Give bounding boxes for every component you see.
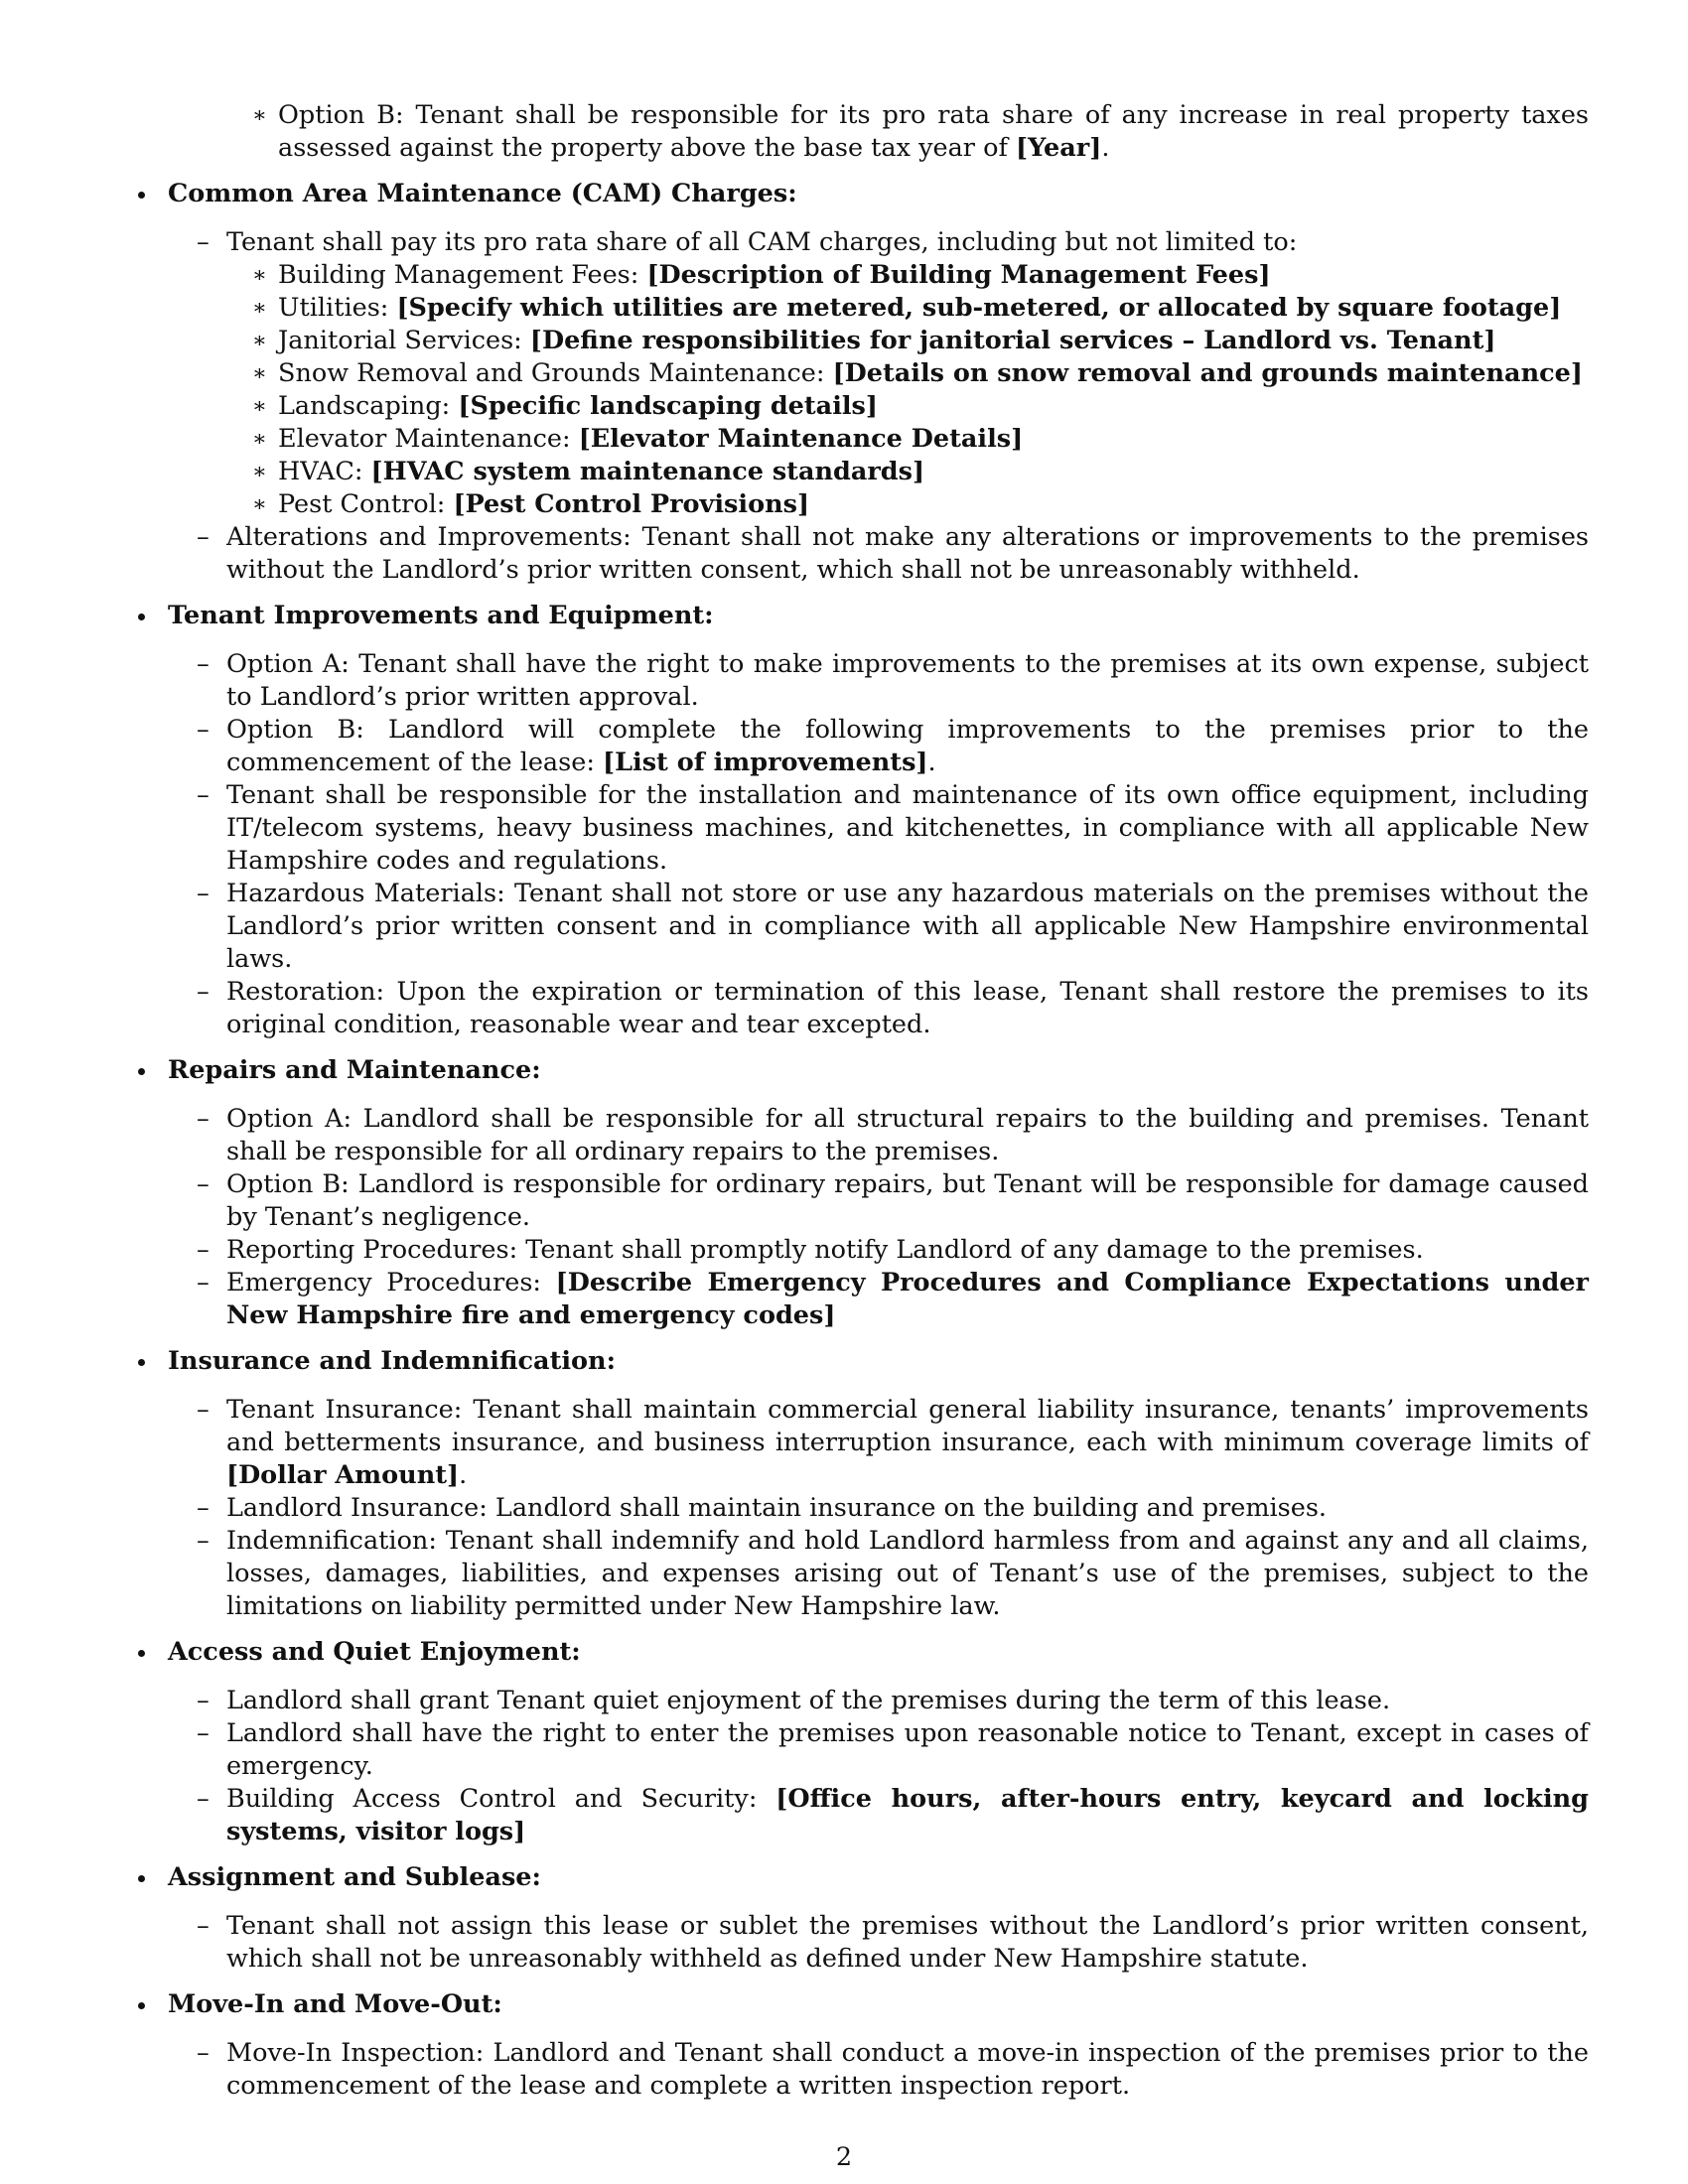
dash-icon: –	[197, 1268, 210, 1297]
section-repairs-maintenance	[168, 1054, 1589, 1332]
bullet-icon	[138, 1875, 145, 1882]
section-assignment-sublease	[168, 1861, 1589, 1976]
sub-sub-item: ∗ Option B: Tenant shall be responsible for its pro rata share of any increase in real property taxes assessed against the property above the base tax year of [Year].	[252, 100, 1589, 163]
dash-icon: –	[197, 649, 210, 679]
dash-icon: –	[197, 1686, 210, 1715]
section-tenant-improvements	[168, 600, 1589, 1041]
asterisk-icon: ∗	[252, 329, 267, 353]
dash-icon: –	[197, 1911, 210, 1941]
dash-icon: –	[197, 227, 210, 257]
dash-icon: –	[197, 879, 210, 908]
sub-item: – Tenant Insurance: Tenant shall maintain commercial general liability insurance, tenants’ improvements and betterments insurance, and business interruption insurance, each with minimum coverage limits of [Dollar Amount].	[197, 1395, 1589, 1490]
bullet-icon	[138, 2002, 145, 2009]
bullet-icon	[138, 1359, 145, 1366]
asterisk-icon: ∗	[252, 427, 267, 452]
sub-item: – Hazardous Materials: Tenant shall not store or use any hazardous materials on the premises without the Landlord’s prior written consent and in compliance with all applicable New Hampshire environmental laws.	[197, 879, 1589, 974]
asterisk-icon: ∗	[252, 103, 267, 128]
asterisk-icon: ∗	[252, 263, 267, 288]
sub-item: – Option B: Landlord is responsible for ordinary repairs, but Tenant will be responsible for damage caused by Tenant’s negligence.	[197, 1169, 1589, 1232]
sub-item: – Tenant shall be responsible for the installation and maintenance of its own office equipment, including IT/telecom systems, heavy business machines, and kitchenettes, in compliance with all applicable New Hampshire codes and regulations.	[197, 780, 1589, 876]
page-number: 2	[835, 2142, 853, 2172]
sub-item: – Indemnification: Tenant shall indemnify and hold Landlord harmless from and against any and all claims, losses, damages, liabilities, and expenses arising out of Tenant’s use of the premises, subject to the limitations on liability permitted under New Hampshire law.	[197, 1526, 1589, 1621]
sub-item: – Option A: Landlord shall be responsible for all structural repairs to the building and premises. Tenant shall be responsible for all ordinary repairs to the premises.	[197, 1104, 1589, 1166]
bullet-icon	[138, 614, 145, 620]
list-item: ∗ Landscaping: [Specific landscaping details]	[252, 391, 878, 421]
dash-icon: –	[197, 1169, 210, 1199]
asterisk-icon: ∗	[252, 492, 267, 517]
sub-item: – Reporting Procedures: Tenant shall promptly notify Landlord of any damage to the premises.	[197, 1235, 1424, 1265]
list-item: ∗ Snow Removal and Grounds Maintenance: [Details on snow removal and grounds maintenance]	[252, 358, 1583, 388]
section-move-in-move-out	[168, 1988, 1589, 2103]
sub-item: – Move-In Inspection: Landlord and Tenant shall conduct a move-in inspection of the premises prior to the commencement of the lease and complete a written inspection report.	[197, 2038, 1589, 2101]
list-item: ∗ Janitorial Services: [Define responsibilities for janitorial services – Landlord vs. Tenant]	[252, 326, 1496, 355]
bullet-icon	[138, 192, 145, 199]
page-content	[168, 99, 1589, 2116]
dash-icon: –	[197, 1493, 210, 1523]
dash-icon: –	[197, 1784, 210, 1814]
dash-icon: –	[197, 1718, 210, 1748]
bullet-icon	[138, 1068, 145, 1075]
dash-icon: –	[197, 522, 210, 552]
sub-item: – Landlord shall have the right to enter the premises upon reasonable notice to Tenant, except in cases of emergency.	[197, 1718, 1589, 1781]
section-title: Assignment and Sublease:	[168, 1862, 541, 1892]
asterisk-icon: ∗	[252, 394, 267, 419]
list-item: ∗ HVAC: [HVAC system maintenance standards]	[252, 457, 925, 486]
sub-item: – Landlord Insurance: Landlord shall maintain insurance on the building and premises.	[197, 1493, 1328, 1523]
dash-icon: –	[197, 977, 210, 1007]
sub-item: – Tenant shall not assign this lease or sublet the premises without the Landlord’s prior written consent, which shall not be unreasonably withheld as defined under New Hampshire statute.	[197, 1911, 1589, 1974]
list-item: ∗ Pest Control: [Pest Control Provisions]	[252, 489, 810, 519]
sub-item: – Emergency Procedures: [Describe Emergency Procedures and Compliance Expectations under New Hampshire fire and emergency codes]	[197, 1268, 1589, 1330]
dash-icon: –	[197, 780, 210, 810]
list-item: ∗ Utilities: [Specify which utilities are metered, sub-metered, or allocated by square footage]	[252, 293, 1562, 323]
dash-icon: –	[197, 1526, 210, 1556]
section-title: Access and Quiet Enjoyment:	[168, 1637, 581, 1667]
tax-option-b-continuation	[168, 99, 1589, 165]
section-title: Move-In and Move-Out:	[168, 1989, 502, 2019]
section-title: Insurance and Indemnification:	[168, 1346, 617, 1376]
dash-icon: –	[197, 2038, 210, 2068]
sub-item: – Alterations and Improvements: Tenant shall not make any alterations or improvements to the premises without the Landlord’s prior written consent, which shall not be unreasonably withheld.	[197, 522, 1589, 585]
sub-item: – Building Access Control and Security: [Office hours, after-hours entry, keycard and locking systems, visitor logs]	[197, 1784, 1589, 1846]
bullet-icon	[138, 1650, 145, 1657]
sub-item: – Landlord shall grant Tenant quiet enjoyment of the premises during the term of this lease.	[197, 1686, 1391, 1715]
dash-icon: –	[197, 715, 210, 745]
section-title: Tenant Improvements and Equipment:	[168, 601, 714, 630]
list-item: ∗ Building Management Fees: [Description of Building Management Fees]	[252, 260, 1271, 290]
section-access-quiet-enjoyment	[168, 1636, 1589, 1848]
section-cam-charges	[168, 178, 1589, 587]
asterisk-icon: ∗	[252, 460, 267, 484]
sub-item: – Option B: Landlord will complete the following improvements to the premises prior to the commencement of the lease: [List of improvements].	[197, 715, 1589, 777]
section-insurance-indemnification	[168, 1345, 1589, 1623]
dash-icon: –	[197, 1235, 210, 1265]
sub-item: – Tenant shall pay its pro rata share of all CAM charges, including but not limited to:	[197, 227, 1298, 257]
sub-item: – Option A: Tenant shall have the right to make improvements to the premises at its own expense, subject to Landlord’s prior written approval.	[197, 649, 1589, 712]
section-title: Repairs and Maintenance:	[168, 1055, 541, 1085]
asterisk-icon: ∗	[252, 361, 267, 386]
sub-item: – Restoration: Upon the expiration or termination of this lease, Tenant shall restore the premises to its original condition, reasonable wear and tear excepted.	[197, 977, 1589, 1039]
asterisk-icon: ∗	[252, 296, 267, 321]
list-item: ∗ Elevator Maintenance: [Elevator Maintenance Details]	[252, 424, 1024, 454]
dash-icon: –	[197, 1104, 210, 1134]
section-title: Common Area Maintenance (CAM) Charges:	[168, 179, 797, 208]
dash-icon: –	[197, 1395, 210, 1425]
